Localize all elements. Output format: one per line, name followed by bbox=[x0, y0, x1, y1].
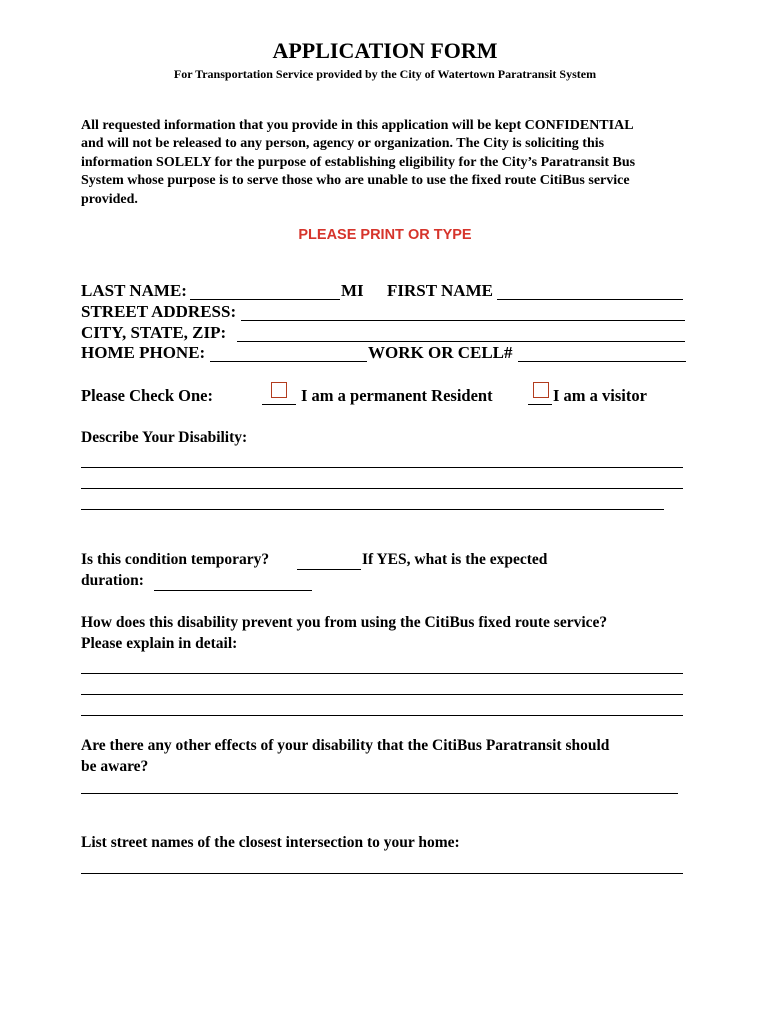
intersection-question-label: List street names of the closest intersection to your home: bbox=[81, 834, 460, 851]
visitor-option-label: I am a visitor bbox=[553, 386, 647, 405]
other-effects-question-line: Are there any other effects of your disability that the CitiBus Paratransit should bbox=[81, 737, 610, 754]
first-name-label: FIRST NAME bbox=[387, 281, 493, 300]
notice-line: System whose purpose is to serve those who are unable to use the fixed route CitiBus service bbox=[81, 173, 630, 189]
expected-duration-question: If YES, what is the expected bbox=[362, 551, 548, 568]
form-title: APPLICATION FORM bbox=[272, 38, 498, 63]
visitor-check-line bbox=[528, 404, 552, 405]
work-cell-field[interactable] bbox=[518, 361, 686, 362]
city-state-zip-field[interactable] bbox=[237, 341, 685, 342]
duration-label: duration: bbox=[81, 572, 144, 589]
describe-disability-label: Describe Your Disability: bbox=[81, 429, 248, 446]
home-phone-label: HOME PHONE: bbox=[81, 343, 206, 362]
intersection-answer-line[interactable] bbox=[81, 873, 683, 874]
form-subtitle: For Transportation Service provided by the City of Watertown Paratransit System bbox=[173, 67, 597, 81]
prevent-answer-line[interactable] bbox=[81, 673, 683, 674]
prevent-question-line: Please explain in detail: bbox=[81, 635, 238, 652]
notice-line: All requested information that you provide in this application will be kept CONFIDENTIAL bbox=[81, 118, 634, 133]
last-name-field[interactable] bbox=[190, 299, 340, 300]
prevent-question-line: How does this disability prevent you from using the CitiBus fixed route service? bbox=[81, 614, 608, 631]
print-instruction: PLEASE PRINT OR TYPE bbox=[298, 227, 472, 243]
confidentiality-notice bbox=[81, 117, 693, 209]
check-one-label: Please Check One: bbox=[81, 386, 213, 405]
prevent-answer-line[interactable] bbox=[81, 715, 683, 716]
temporary-question-label: Is this condition temporary? bbox=[81, 551, 270, 568]
notice-line: information SOLELY for the purpose of establishing eligibility for the City’s Paratransit Bus bbox=[81, 154, 636, 170]
resident-check-line bbox=[262, 404, 296, 405]
disability-answer-line[interactable] bbox=[81, 488, 683, 489]
street-address-field[interactable] bbox=[241, 320, 685, 321]
middle-initial-label: MI bbox=[341, 281, 364, 300]
street-address-label: STREET ADDRESS: bbox=[81, 302, 237, 321]
temporary-answer-field[interactable] bbox=[297, 569, 361, 570]
other-effects-answer-line[interactable] bbox=[81, 793, 678, 794]
other-effects-question-line: be aware? bbox=[81, 758, 149, 775]
prevent-answer-line[interactable] bbox=[81, 694, 683, 695]
duration-field[interactable] bbox=[154, 590, 312, 591]
resident-checkbox[interactable] bbox=[271, 382, 287, 398]
notice-line: provided. bbox=[81, 191, 138, 207]
city-state-zip-label: CITY, STATE, ZIP: bbox=[81, 323, 227, 342]
work-cell-label: WORK OR CELL# bbox=[368, 343, 513, 362]
first-name-field[interactable] bbox=[497, 299, 683, 300]
notice-line: and will not be released to any person, agency or organization. The City is soliciting this bbox=[81, 136, 605, 152]
home-phone-field[interactable] bbox=[210, 361, 367, 362]
visitor-checkbox[interactable] bbox=[533, 382, 549, 398]
resident-option-label: I am a permanent Resident bbox=[301, 386, 493, 405]
disability-answer-line[interactable] bbox=[81, 467, 683, 468]
last-name-label: LAST NAME: bbox=[81, 281, 187, 300]
disability-answer-line[interactable] bbox=[81, 509, 664, 510]
